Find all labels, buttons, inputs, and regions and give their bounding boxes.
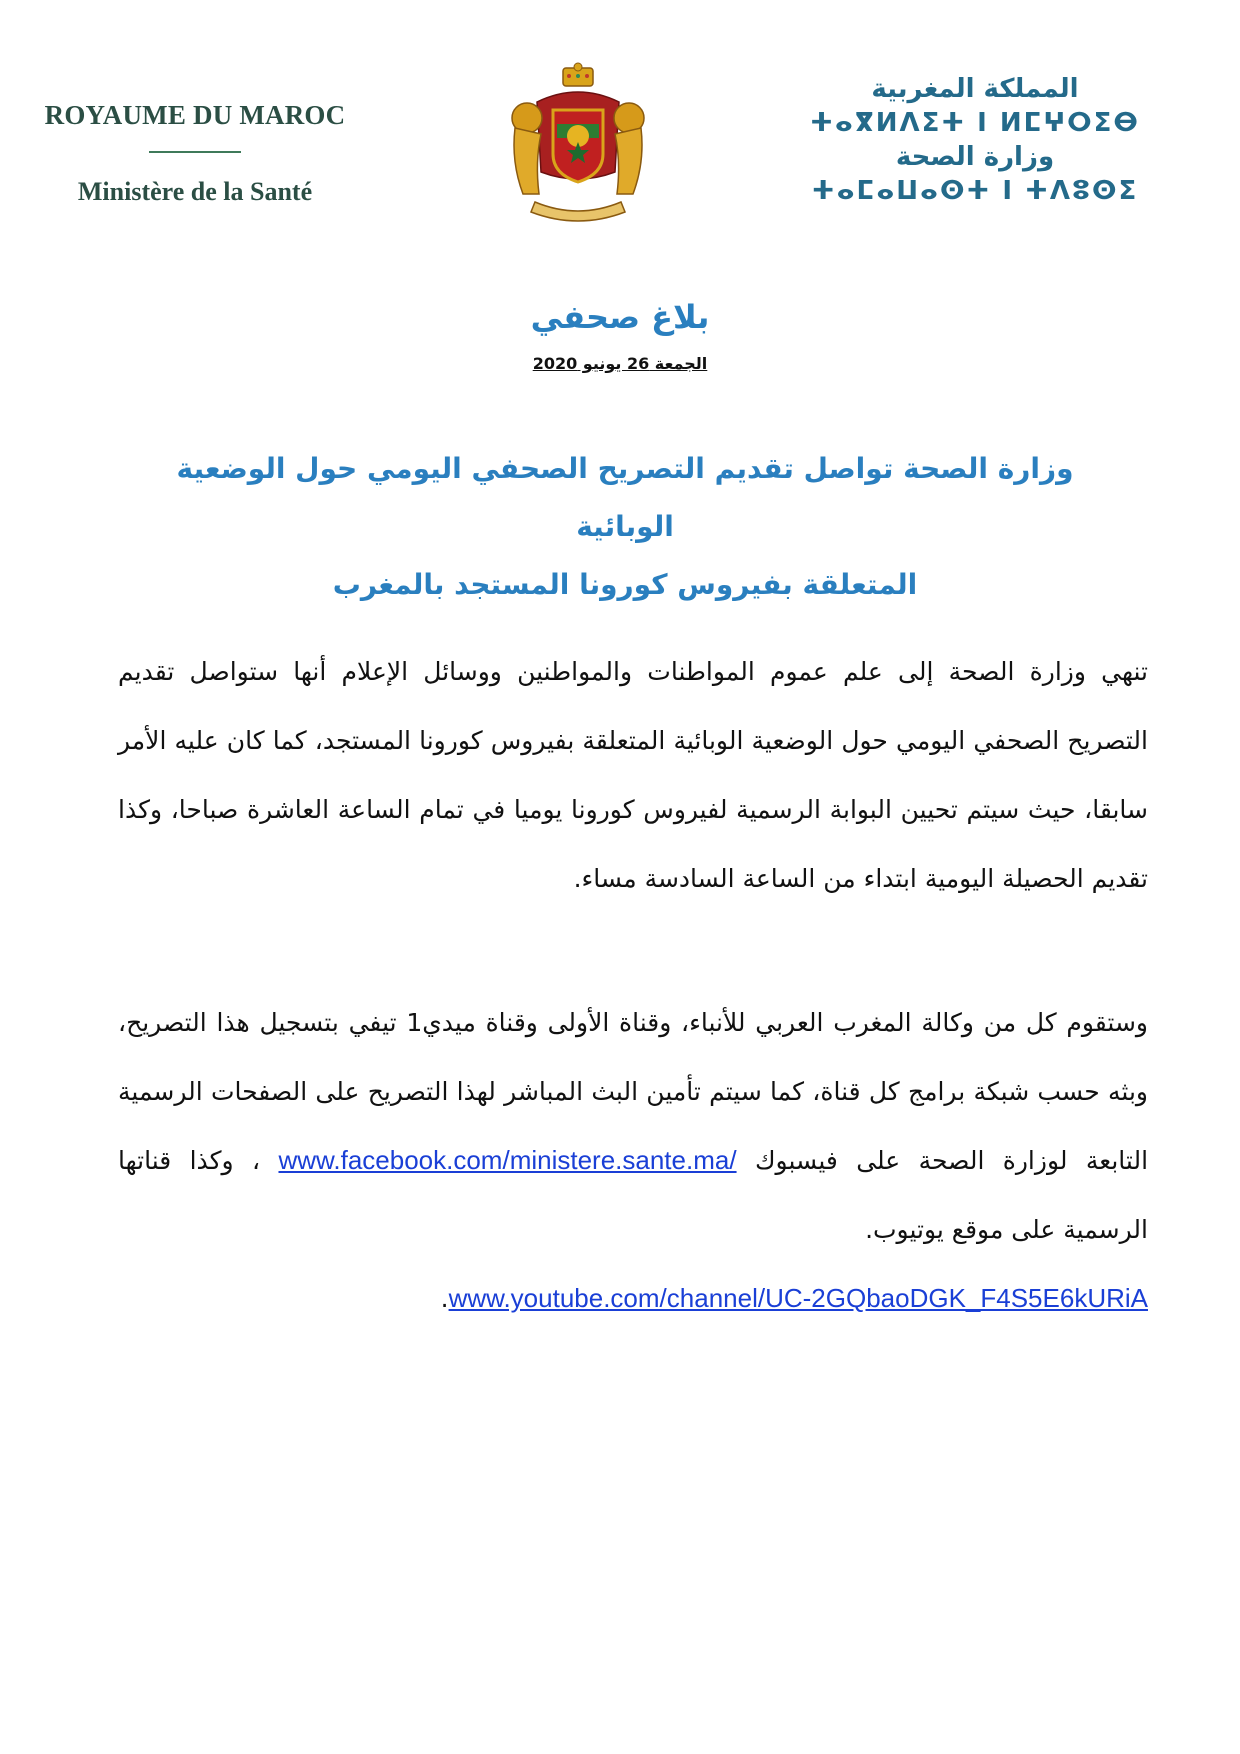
facebook-link[interactable]: www.facebook.com/ministere.sante.ma/ — [278, 1145, 737, 1175]
body-paragraph-2 — [118, 988, 1148, 1333]
coat-of-arms-icon — [505, 62, 651, 228]
header-right-block — [810, 72, 1140, 208]
final-period: . — [440, 1284, 449, 1313]
tifinagh-kingdom-name: ⵜⴰⴳⵍⴷⵉⵜ ⵏ ⵍⵎⵖⵔⵉⴱ — [810, 108, 1140, 138]
arabic-ministry-name: وزارة الصحة — [895, 142, 1055, 172]
ministry-subtitle: Ministère de la Santé — [77, 177, 313, 206]
crown-icon — [563, 63, 593, 86]
headline-line-2: المتعلقة بفيروس كورونا المستجد بالمغرب — [332, 568, 918, 601]
tifinagh-ministry-name: ⵜⴰⵎⴰⵡⴰⵙⵜ ⵏ ⵜⴷⵓⵙⵉ — [811, 176, 1139, 206]
paragraph-2-text — [118, 988, 1148, 1264]
paragraph-1-text: تنهي وزارة الصحة إلى علم عموم المواطنات والمواطنين ووسائل الإعلام أنها ستواصل تقديم التصريح الصحفي اليومي حول الوضعية الوبائية المتعلقة بفيروس كورونا المستجد، كما كان عليه الأمر سابقا، حيث سيتم تحيين البوابة الرسمية لفيروس كورونا يوميا في تمام الساعة العاشرة صباحا، وكذا تقديم الحصيلة اليومية ابتداء من الساعة السادسة مساء. — [118, 657, 1148, 893]
right-lion-icon — [614, 103, 644, 194]
press-release-date: الجمعة 26 يونيو 2020 — [532, 354, 708, 373]
motto-ribbon — [531, 202, 625, 221]
paragraph-2-part-1: وستقوم كل من وكالة المغرب العربي للأنباء، وقناة الأولى وقناة ميدي1 تيفي بتسجيل هذا التصريح، وبثه حسب شبكة برامج كل قناة، كما سيتم تأمين البث المباشر لهذا التصريح على الصفحات الرسمية التابعة لوزارة الصحة على فيسبوك — [118, 1008, 1149, 1175]
header-divider — [149, 151, 241, 153]
paragraph-2-part-2: ، وكذا قناتها الرسمية على موقع يوتيوب. — [118, 1146, 1148, 1244]
shield-icon — [553, 110, 603, 182]
body-paragraph-1 — [118, 637, 1148, 913]
headline — [150, 440, 1100, 614]
left-lion-icon — [512, 103, 542, 194]
youtube-link-row — [118, 1264, 1148, 1333]
royaume-title: ROYAUME DU MAROC — [44, 100, 346, 130]
headline-line-1: وزارة الصحة تواصل تقديم التصريح الصحفي اليومي حول الوضعية الوبائية — [176, 452, 1074, 543]
press-release-title: بلاغ صحفي — [530, 298, 710, 336]
arabic-kingdom-name: المملكة المغربية — [871, 74, 1079, 104]
youtube-link[interactable]: www.youtube.com/channel/UC-2GQbaoDGK_F4S5E6kURiA — [448, 1283, 1148, 1313]
header-left-block — [30, 100, 360, 207]
